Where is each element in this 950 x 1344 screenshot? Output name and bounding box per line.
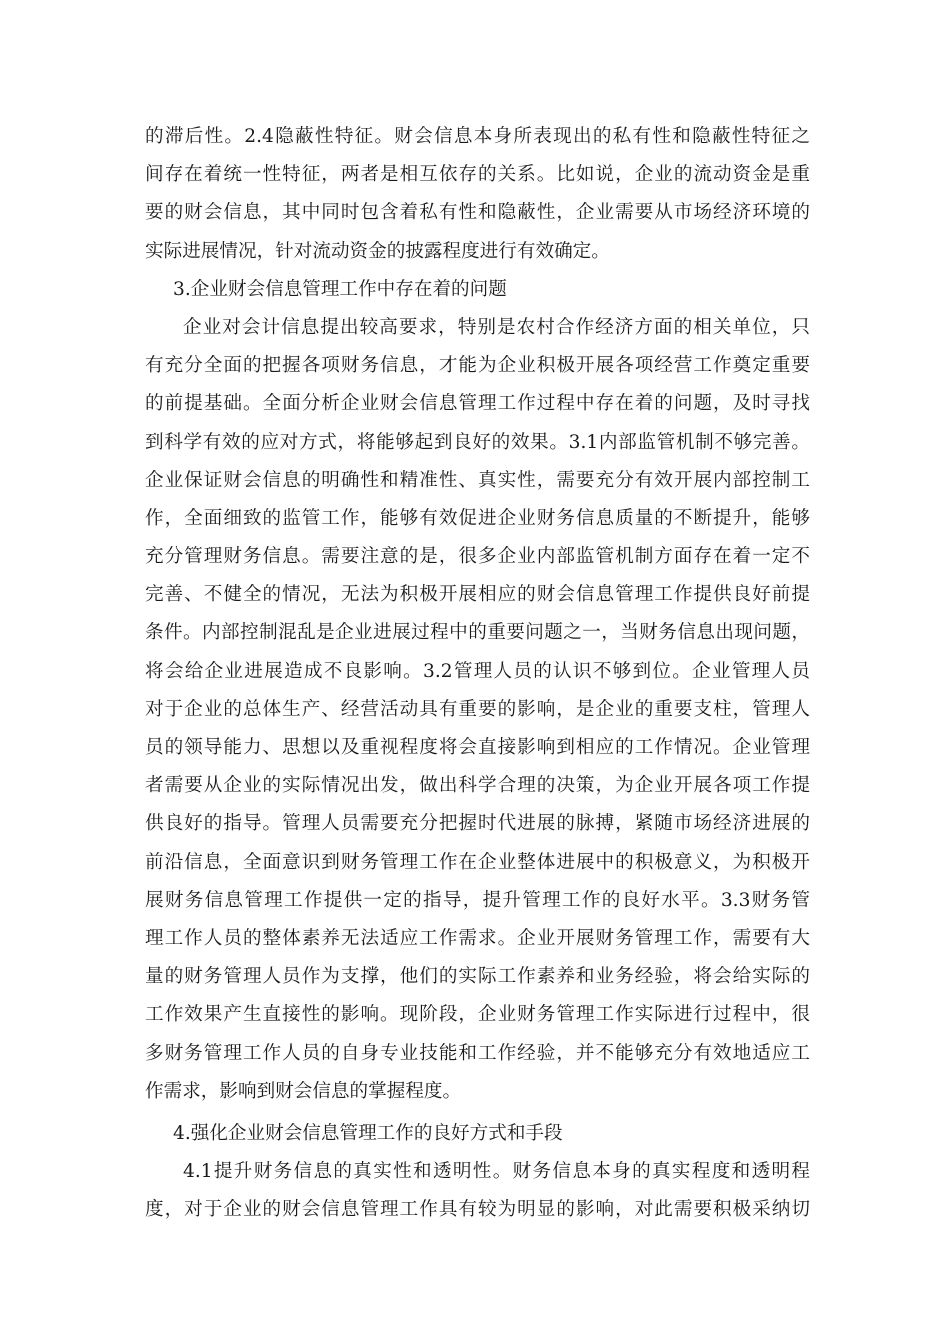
text-line: 间存在着统一性特征，两者是相互依存的关系。比如说，企业的流动资金是重 <box>145 164 810 186</box>
text-line: 到科学有效的应对方式，将能够起到良好的效果。3.1内部监管机制不够完善。 <box>145 431 810 453</box>
text-line: 实际进展情况，针对流动资金的披露程度进行有效确定。 <box>145 240 610 262</box>
text-line: 度，对于企业的财会信息管理工作具有较为明显的影响，对此需要积极采纳切 <box>145 1199 810 1221</box>
text-line: 者需要从企业的实际情况出发，做出科学合理的决策，为企业开展各项工作提 <box>145 775 810 797</box>
heading-text: 3.企业财会信息管理工作中存在着的问题 <box>173 278 507 300</box>
section-heading-4 <box>145 1115 810 1153</box>
paragraph-section-3 <box>145 309 810 1111</box>
text-line: 将会给企业进展造成不良影响。3.2管理人员的认识不够到位。企业管理人员 <box>145 660 810 682</box>
text-line: 多财务管理工作人员的自身专业技能和工作经验，并不能够充分有效地适应工 <box>145 1042 810 1064</box>
text-line: 有充分全面的把握各项财务信息，才能为企业积极开展各项经营工作奠定重要 <box>145 355 810 377</box>
text-line: 企业保证财会信息的明确性和精准性、真实性，需要充分有效开展内部控制工 <box>145 469 810 491</box>
text-line: 理工作人员的整体素养无法适应工作需求。企业开展财务管理工作，需要有大 <box>145 927 810 949</box>
text-line: 员的领导能力、思想以及重视程度将会直接影响到相应的工作情况。企业管理 <box>145 737 810 758</box>
text-line: 供良好的指导。管理人员需要充分把握时代进展的脉搏，紧随市场经济进展的 <box>145 813 810 835</box>
text-line: 的前提基础。全面分析企业财会信息管理工作过程中存在着的问题，及时寻找 <box>145 393 810 415</box>
text-line: 作，全面细致的监管工作，能够有效促进企业财务信息质量的不断提升，能够 <box>145 507 810 529</box>
text-line: 对于企业的总体生产、经营活动具有重要的影响，是企业的重要支柱，管理人 <box>145 698 810 720</box>
heading-text: 4.强化企业财会信息管理工作的良好方式和手段 <box>173 1122 563 1144</box>
text-line: 完善、不健全的情况，无法为积极开展相应的财会信息管理工作提供良好前提 <box>145 584 810 606</box>
text-line: 的滞后性。2.4隐蔽性特征。财会信息本身所表现出的私有性和隐蔽性特征之 <box>145 126 810 147</box>
paragraph-continuation <box>145 118 810 271</box>
text-line: 展财务信息管理工作提供一定的指导，提升管理工作的良好水平。3.3财务管 <box>145 889 810 911</box>
text-line: 充分管理财务信息。需要注意的是，很多企业内部监管机制方面存在着一定不 <box>145 546 810 568</box>
text-line: 前沿信息，全面意识到财务管理工作在企业整体进展中的积极意义，为积极开 <box>145 851 810 873</box>
text-line: 作需求，影响到财会信息的掌握程度。 <box>145 1080 462 1102</box>
text-line: 条件。内部控制混乱是企业进展过程中的重要问题之一，当财务信息出现问题， <box>145 622 810 644</box>
text-line: 4.1提升财务信息的真实性和透明性。财务信息本身的真实程度和透明程 <box>183 1161 810 1183</box>
text-line: 工作效果产生直接性的影响。现阶段，企业财务管理工作实际进行过程中，很 <box>145 1004 810 1026</box>
text-line: 要的财会信息，其中同时包含着私有性和隐蔽性，企业需要从市场经济环境的 <box>145 202 810 224</box>
section-heading-3 <box>145 271 810 309</box>
text-line: 企业对会计信息提出较高要求，特别是农村合作经济方面的相关单位，只 <box>183 316 810 338</box>
paragraph-section-4 <box>145 1153 810 1229</box>
document-body <box>145 118 810 1229</box>
text-line: 量的财务管理人员作为支撑，他们的实际工作素养和业务经验，将会给实际的 <box>145 966 810 988</box>
